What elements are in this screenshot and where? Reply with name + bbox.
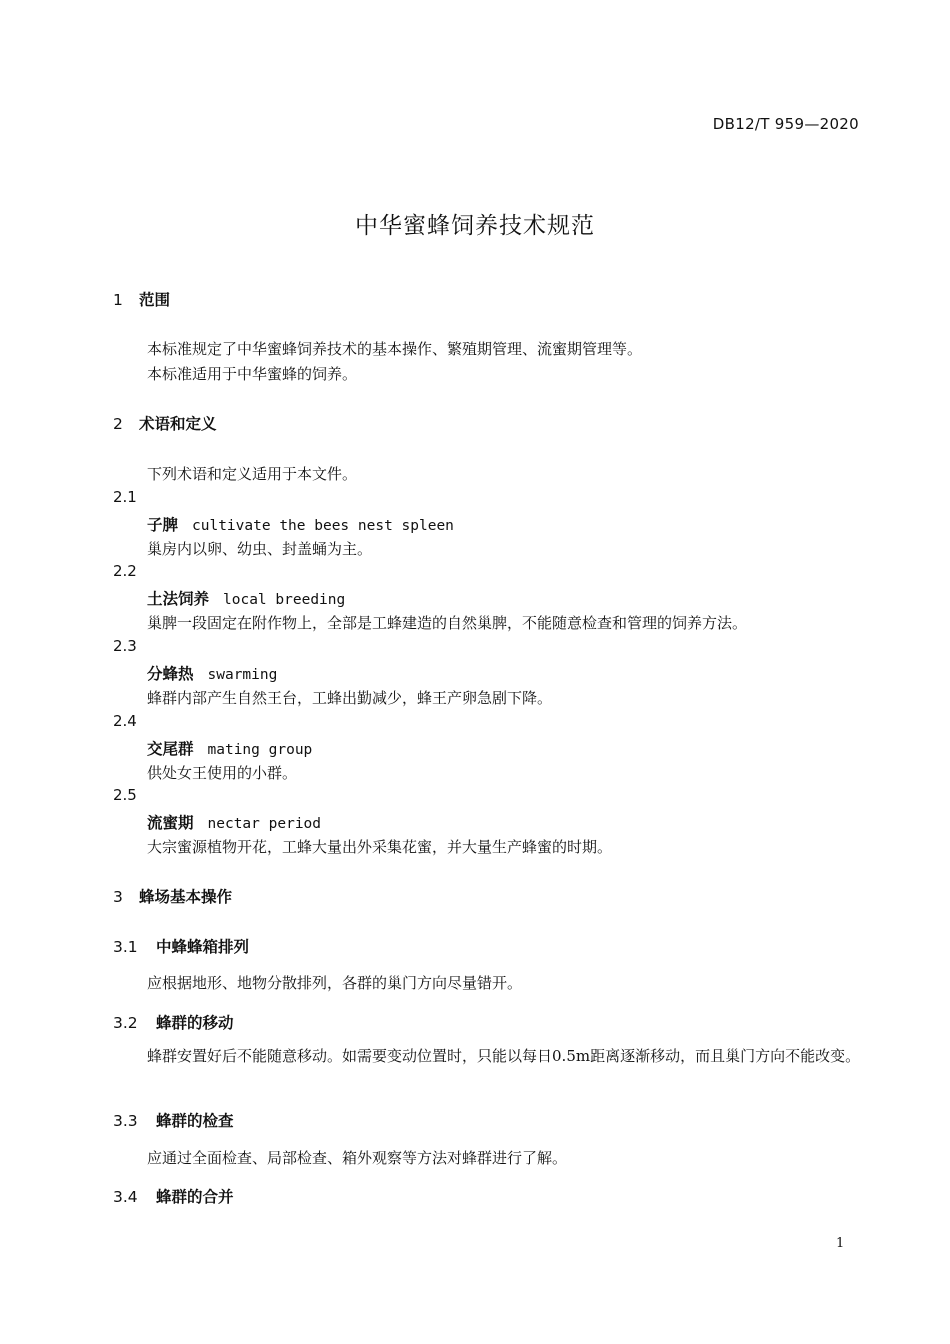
section-2-heading (113, 412, 217, 434)
subsection-title: 蜂群的移动 (156, 1014, 234, 1032)
term-entry (147, 737, 312, 759)
section-1-heading (113, 288, 170, 310)
section-3-heading (113, 885, 232, 907)
document-title: 中华蜜蜂饲养技术规范 (355, 213, 595, 239)
term-chinese: 流蜜期 (147, 814, 194, 832)
subsection-heading (113, 935, 249, 957)
subsection-number: 3.2 (113, 1014, 138, 1032)
section-number: 3 (113, 888, 123, 906)
section-number: 2 (113, 415, 123, 433)
term-chinese: 子脾 (147, 516, 179, 534)
section-title: 蜂场基本操作 (139, 888, 233, 906)
term-english: local breeding (223, 592, 346, 608)
subsection-title: 中蜂蜂箱排列 (156, 938, 250, 956)
subsection-text: 蜂群安置好后不能随意移动。如需要变动位置时，只能以每日0.5m距离逐渐移动，而且巢门方向不能改变。 (147, 1047, 861, 1065)
term-english: mating group (207, 742, 313, 758)
term-entry (147, 662, 277, 684)
term-definition: 巢房内以卵、幼虫、封盖蛹为主。 (147, 540, 373, 558)
term-definition: 巢脾一段固定在附作物上，全部是工蜂建造的自然巢脾，不能随意检查和管理的饲养方法。 (147, 614, 748, 632)
term-chinese: 分蜂热 (147, 665, 194, 683)
term-entry (147, 513, 454, 535)
term-number: 2.3 (113, 637, 137, 655)
terms-intro: 下列术语和定义适用于本文件。 (147, 465, 358, 483)
term-chinese: 土法饲养 (147, 590, 210, 608)
term-entry (147, 587, 345, 609)
page-number: 1 (836, 1236, 845, 1251)
subsection-title: 蜂群的检查 (156, 1112, 234, 1130)
scope-paragraph-2: 本标准适用于中华蜜蜂的饲养。 (147, 365, 358, 383)
term-english: nectar period (207, 816, 322, 832)
subsection-heading (113, 1011, 234, 1033)
term-definition: 大宗蜜源植物开花，工蜂大量出外采集花蜜，并大量生产蜂蜜的时期。 (147, 838, 613, 856)
term-chinese: 交尾群 (147, 740, 194, 758)
section-title: 术语和定义 (139, 415, 217, 433)
subsection-heading (113, 1185, 234, 1207)
subsection-number: 3.1 (113, 938, 138, 956)
term-definition: 供处女王使用的小群。 (147, 764, 298, 782)
term-english: swarming (207, 667, 278, 683)
subsection-number: 3.3 (113, 1112, 138, 1130)
scope-paragraph-1: 本标准规定了中华蜜蜂饲养技术的基本操作、繁殖期管理、流蜜期管理等。 (147, 340, 643, 358)
section-title: 范围 (139, 291, 171, 309)
term-number: 2.2 (113, 562, 137, 580)
subsection-text: 应根据地形、地物分散排列，各群的巢门方向尽量错开。 (147, 974, 523, 992)
section-number: 1 (113, 291, 123, 309)
term-english: cultivate the bees nest spleen (192, 518, 454, 534)
subsection-title: 蜂群的合并 (156, 1188, 234, 1206)
subsection-heading (113, 1109, 234, 1131)
term-definition: 蜂群内部产生自然王台，工蜂出勤减少，蜂王产卵急剧下降。 (147, 689, 553, 707)
term-number: 2.4 (113, 712, 137, 730)
term-entry (147, 811, 321, 833)
document-code: DB12/T 959—2020 (712, 115, 859, 133)
subsection-text: 应通过全面检查、局部检查、箱外观察等方法对蜂群进行了解。 (147, 1149, 568, 1167)
term-number: 2.5 (113, 786, 137, 804)
term-number: 2.1 (113, 488, 137, 506)
subsection-number: 3.4 (113, 1188, 138, 1206)
